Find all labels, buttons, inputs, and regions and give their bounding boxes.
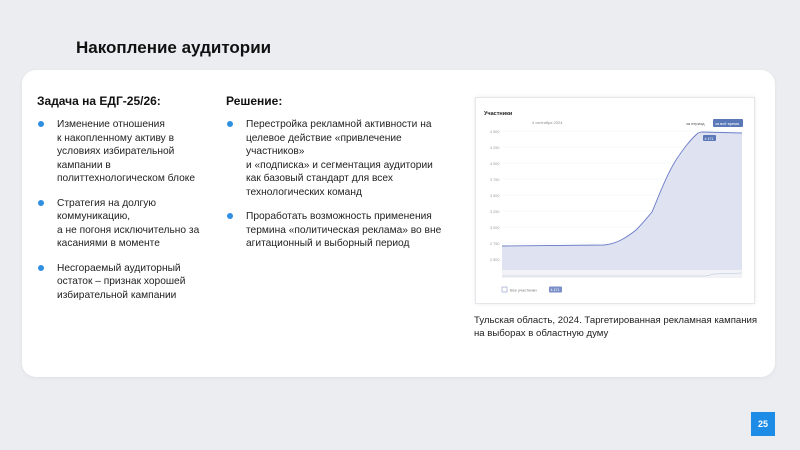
y-tick-label: 4 250	[490, 146, 500, 150]
solution-item-text: Перестройка рекламной активности на целевое действие «привлечение участников» и «подписка» и сегментация аудитории как базовый стандарт для всех технологических команд	[246, 119, 433, 198]
chart-caption: Тульская область, 2024. Таргетированная рекламная кампания на выборах в областную думу	[474, 315, 758, 339]
solution-heading: Решение:	[226, 94, 283, 108]
bullet-icon	[227, 213, 233, 219]
task-list	[37, 118, 217, 313]
chart-screenshot-title: Участники	[484, 111, 513, 117]
task-item	[37, 262, 217, 303]
task-item-text: Стратегия на долгую коммуникацию, а не погоня исключительно за касаниями в моменте	[57, 197, 200, 249]
task-item-text: Несгораемый аудиторный остаток – признак хорошей избирательной кампании	[57, 262, 186, 301]
members-chart-svg	[476, 98, 754, 303]
series-checkbox[interactable]	[502, 287, 507, 292]
members-area	[502, 132, 742, 276]
y-axis-ticks	[490, 130, 500, 262]
y-tick-label: 4 500	[490, 130, 500, 134]
timeline-navigator[interactable]	[502, 270, 742, 278]
solution-list	[226, 118, 466, 262]
chart-tooltip-value: 4 471	[704, 136, 714, 141]
page-number-badge: 25	[751, 412, 775, 436]
page-title: Накопление аудитории	[76, 38, 272, 57]
y-tick-label: 4 000	[490, 162, 500, 166]
chart-date-label: 4 сентября 2024	[532, 120, 563, 125]
y-tick-label: 3 750	[490, 178, 500, 182]
y-tick-label: 2 500	[490, 258, 500, 262]
series-label: Все участники	[510, 287, 537, 293]
solution-item	[226, 118, 466, 199]
bullet-icon	[227, 121, 233, 127]
series-badge-value: 4 471	[550, 288, 560, 293]
task-item	[37, 118, 217, 186]
task-heading: Задача на ЕДГ-25/26:	[37, 94, 161, 108]
y-tick-label: 2 750	[490, 242, 500, 246]
y-tick-label: 3 500	[490, 194, 500, 198]
task-item-text: Изменение отношения к накопленному активу в условиях избирательной кампании в политтехнологическом блоке	[57, 119, 196, 184]
period-button-label[interactable]: за период	[686, 121, 705, 126]
y-tick-label: 3 000	[490, 226, 500, 230]
task-item	[37, 197, 217, 251]
bullet-icon	[38, 265, 44, 271]
members-chart-screenshot	[475, 97, 755, 304]
bullet-icon	[38, 200, 44, 206]
solution-item-text: Проработать возможность применения термина «политическая реклама» во вне агитационный и выборный период	[246, 211, 442, 249]
y-tick-label: 3 250	[490, 210, 500, 214]
solution-item	[226, 210, 466, 251]
bullet-icon	[38, 121, 44, 127]
all-time-button-label[interactable]: за всё время	[715, 121, 740, 126]
